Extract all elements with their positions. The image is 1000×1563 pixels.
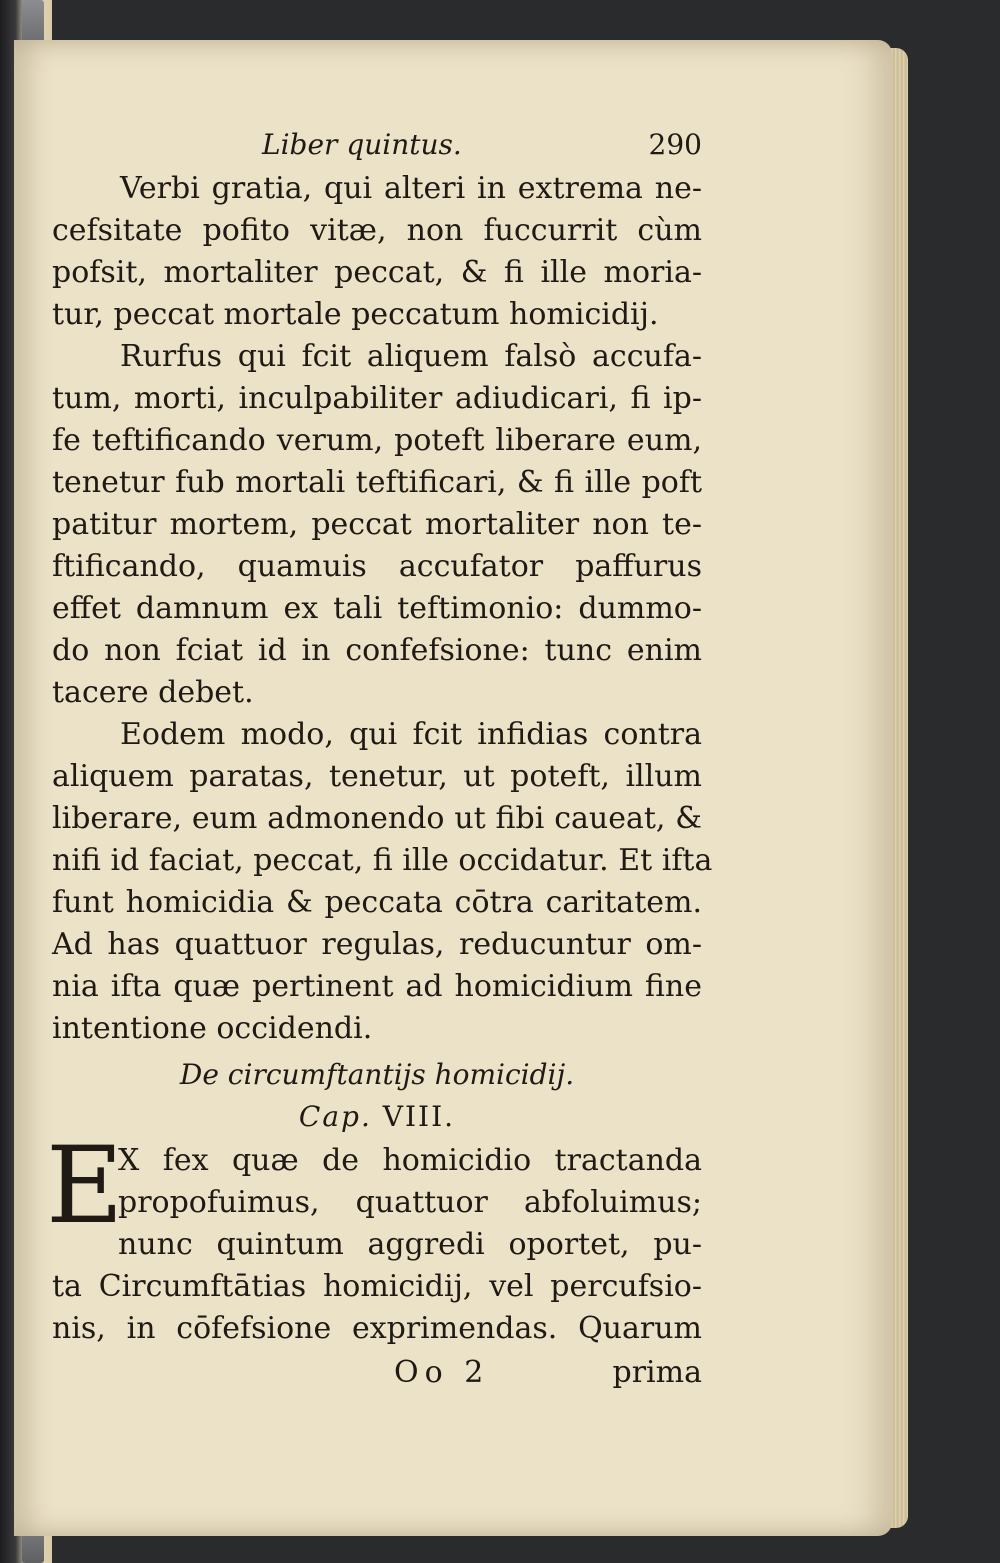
chapter-number: VIII.: [382, 1100, 456, 1133]
text-line: do non fciat id in confefsione: tunc enim: [52, 633, 702, 668]
chapter-opening: [46, 1124, 702, 1350]
text-line: Rurfus qui fcit aliquem falsò accufa-: [120, 339, 702, 374]
text-line: tum, morti, inculpabiliter adiudicari, fi ip-: [52, 381, 702, 416]
text-line: patitur mortem, peccat mortaliter non te-: [52, 507, 702, 542]
text-line: cefsitate pofito vitæ, non fuccurrit cùm: [52, 213, 702, 248]
text-line: intentione occidendi.: [52, 1011, 373, 1046]
text-line: nifi id faciat, peccat, fi ille occidatur. Et ifta: [52, 843, 713, 878]
catchword: prima: [612, 1355, 702, 1390]
text-line: tur, peccat mortale peccatum homicidij.: [52, 297, 659, 332]
text-line: Verbi gratia, qui alteri in extrema ne-: [120, 171, 702, 206]
paragraph-3: [52, 714, 713, 1050]
section-heading: De circumftantijs homicidij.: [179, 1058, 575, 1091]
paragraph-2: [52, 336, 702, 714]
page-number: 290: [648, 128, 702, 161]
text-line: propofuimus, quattuor abfoluimus;: [118, 1185, 702, 1220]
text-line: pofsit, mortaliter peccat, & fi ille moria-: [52, 255, 702, 290]
text-line: funt homicidia & peccata cōtra caritatem.: [52, 885, 702, 920]
running-head: [52, 124, 702, 168]
text-line: Ad has quattuor regulas, reducuntur om-: [52, 927, 702, 962]
text-line: nis, in cōfefsione exprimendas. Quarum: [52, 1311, 702, 1346]
text-line: tenetur fub mortali teftificari, & fi ille poft: [52, 465, 702, 500]
text-line: nunc quintum aggredi oportet, pu-: [118, 1227, 702, 1262]
running-title: Liber quintus.: [262, 128, 462, 161]
text-line: fe teftificando verum, poteft liberare eum,: [52, 423, 702, 458]
page-footer: [52, 1352, 702, 1394]
text-line: X fex quæ de homicidio tractanda: [118, 1143, 702, 1178]
text-line: tacere debet.: [52, 675, 254, 710]
text-line: aliquem paratas, tenetur, ut poteft, illum: [52, 759, 702, 794]
text-line: nia ifta quæ pertinent ad homicidium fine: [52, 969, 702, 1004]
text-line: effet damnum ex tali teftimonio: dummo-: [52, 591, 702, 626]
signature-mark: Oo 2: [394, 1355, 490, 1390]
text-line: Eodem modo, qui fcit infidias contra: [120, 717, 702, 752]
paragraph-1: [52, 168, 702, 336]
drop-cap-initial: E: [46, 1124, 124, 1247]
text-line: liberare, eum admonendo ut fibi caueat, &: [52, 801, 702, 836]
text-line: ta Circumftātias homicidij, vel percufsio-: [52, 1269, 702, 1304]
chapter-label: Cap.: [298, 1100, 372, 1133]
text-line: ftificando, quamuis accufator paffurus: [52, 549, 702, 584]
page-text: [46, 124, 713, 1394]
chapter-heading: [52, 1096, 702, 1140]
